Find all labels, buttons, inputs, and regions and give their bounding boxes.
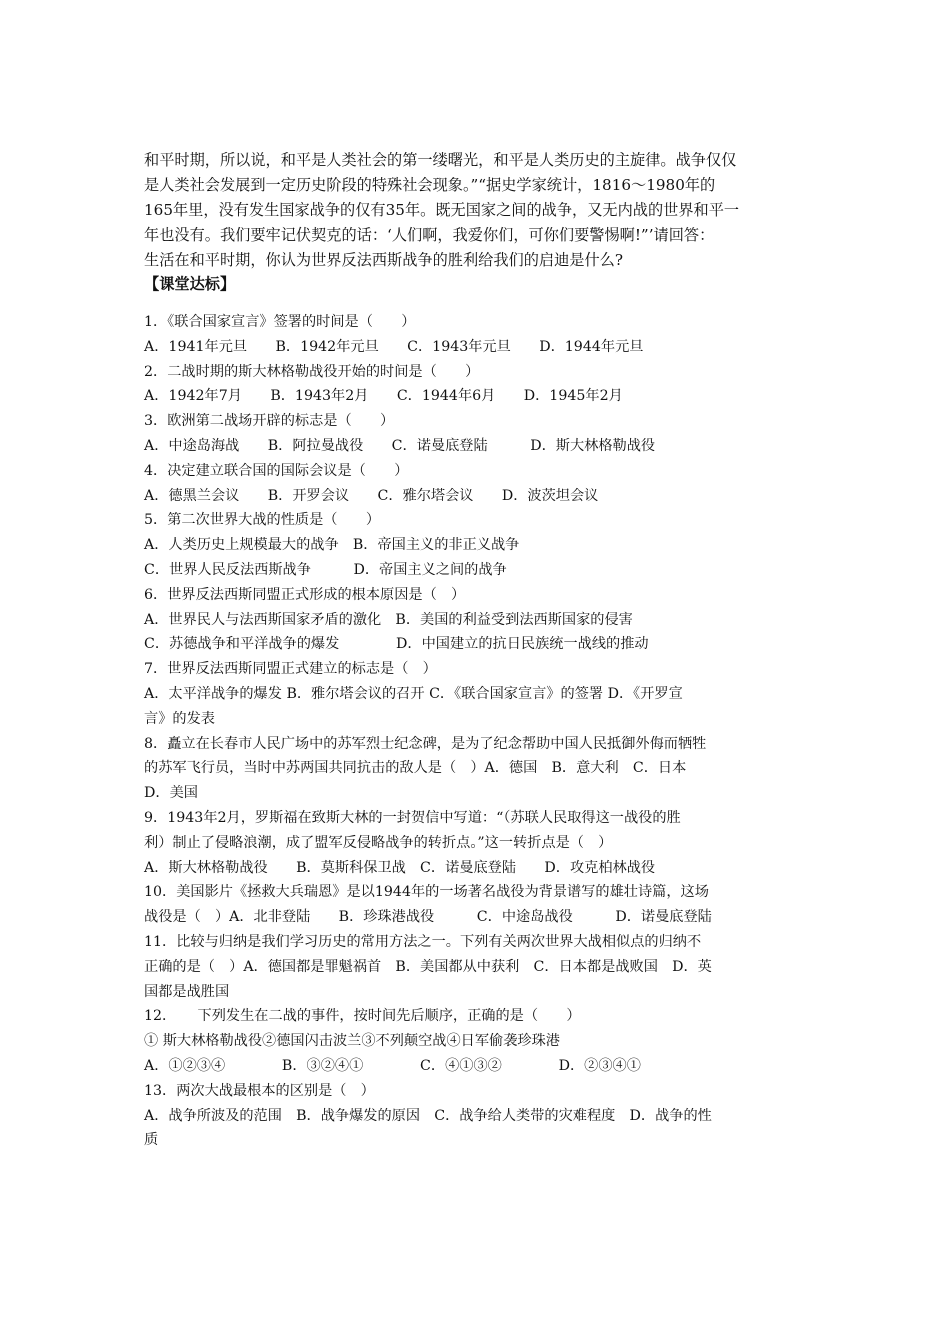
question-line: 9．1943年2月，罗斯福在致斯大林的一封贺信中写道：“（苏联人民取得这一战役的胜 [144, 809, 681, 826]
questions-list [144, 310, 814, 1153]
intro-paragraph [144, 148, 806, 273]
question-line: A．德黑兰会议 B．开罗会议 C．雅尔塔会议 D．波茨坦会议 [144, 487, 599, 504]
intro-line: 和平时期，所以说，和平是人类社会的第一缕曙光，和平是人类历史的主旋律。战争仅仅 [144, 151, 737, 169]
question-line: C．世界人民反法西斯战争 D．帝国主义之间的战争 [144, 561, 507, 578]
question-line: A．1941年元旦 B．1942年元旦 C．1943年元旦 D．1944年元旦 [144, 338, 644, 355]
question-line: A．斯大林格勒战役 B．莫斯科保卫战 C．诺曼底登陆 D．攻克柏林战役 [144, 859, 656, 876]
question-line: 战役是（ ）A．北非登陆 B．珍珠港战役 C．中途岛战役 D．诺曼底登陆 [144, 909, 712, 926]
question-line: 的苏军飞行员，当时中苏两国共同抗击的敌人是（ ）A．德国 B．意大利 C．日本 [144, 760, 687, 777]
question-line: 正确的是（ ）A．德国都是罪魁祸首 B．美国都从中获利 C．日本都是战败国 D．英 [144, 958, 712, 975]
question-line: 11．比较与归纳是我们学习历史的常用方法之一。下列有关两次世界大战相似点的归纳不 [144, 933, 702, 950]
question-line: 4．决定建立联合国的国际会议是（ ） [144, 462, 409, 479]
intro-line: 生活在和平时期，你认为世界反法西斯战争的胜利给我们的启迪是什么? [144, 251, 623, 269]
question-line: A．战争所波及的范围 B．战争爆发的原因 C．战争给人类带的灾难程度 D．战争的性 [144, 1107, 712, 1124]
section-title: 【课堂达标】 [144, 275, 236, 293]
question-line: 2．二战时期的斯大林格勒战役开始的时间是（ ） [144, 363, 480, 380]
question-line: 5．第二次世界大战的性质是（ ） [144, 512, 381, 529]
question-line: A．①②③④ B．③②④① C．④①③② D．②③④① [144, 1057, 641, 1074]
intro-line: 年也没有。我们要牢记伏契克的话：‘人们啊，我爱你们，可你们要警惕啊!”’请回答： [144, 226, 715, 244]
question-line: C．苏德战争和平洋战争的爆发 D．中国建立的抗日民族统一战线的推动 [144, 636, 649, 653]
question-line: A．世界民人与法西斯国家矛盾的激化 B．美国的利益受到法西斯国家的侵害 [144, 611, 633, 628]
question-line: 3．欧洲第二战场开辟的标志是（ ） [144, 413, 395, 430]
question-line: 8．矗立在长春市人民广场中的苏军烈士纪念碑，是为了纪念帮助中国人民抵御外侮而牺牲 [144, 735, 707, 752]
question-line: 利）制止了侵略浪潮，成了盟军反侵略战争的转折点。”这一转折点是（ ） [144, 834, 613, 851]
question-line: 6．世界反法西斯同盟正式形成的根本原因是（ ） [144, 586, 466, 603]
question-line: 7．世界反法西斯同盟正式建立的标志是（ ） [144, 661, 437, 678]
question-line: A．太平洋战争的爆发 B．雅尔塔会议的召开 C．《联合国家宣言》的签署 D．《开罗宣 [144, 685, 683, 702]
question-line: A．人类历史上规模最大的战争 B．帝国主义的非正义战争 [144, 537, 520, 554]
question-line: 国都是战胜国 [144, 983, 230, 1000]
question-line: D．美国 [144, 785, 198, 802]
intro-line: 是人类社会发展到一定历史阶段的特殊社会现象。”“据史学家统计，1816～1980年的 [144, 176, 716, 194]
question-line: 13．两次大战最根本的区别是（ ） [144, 1082, 375, 1099]
question-line: 质 [144, 1132, 159, 1149]
question-line: A．中途岛海战 B．阿拉曼战役 C．诺曼底登陆 D．斯大林格勒战役 [144, 437, 656, 454]
question-line: ① 斯大林格勒战役②德国闪击波兰③不列颠空战④日军偷袭珍珠港 [144, 1033, 560, 1050]
intro-line: 165年里，没有发生国家战争的仅有35年。既无国家之间的战争，又无内战的世界和平一 [144, 201, 740, 219]
question-line: 12． 下列发生在二战的事件，按时间先后顺序，正确的是（ ） [144, 1008, 581, 1025]
question-line: 10．美国影片《拯救大兵瑞恩》是以1944年的一场著名战役为背景谱写的雄壮诗篇，这场 [144, 884, 709, 901]
question-line: 1．《联合国家宣言》签署的时间是（ ） [144, 314, 416, 330]
question-line: 言》的发表 [144, 710, 215, 727]
question-line: A．1942年7月 B．1943年2月 C．1944年6月 D．1945年2月 [144, 388, 623, 405]
